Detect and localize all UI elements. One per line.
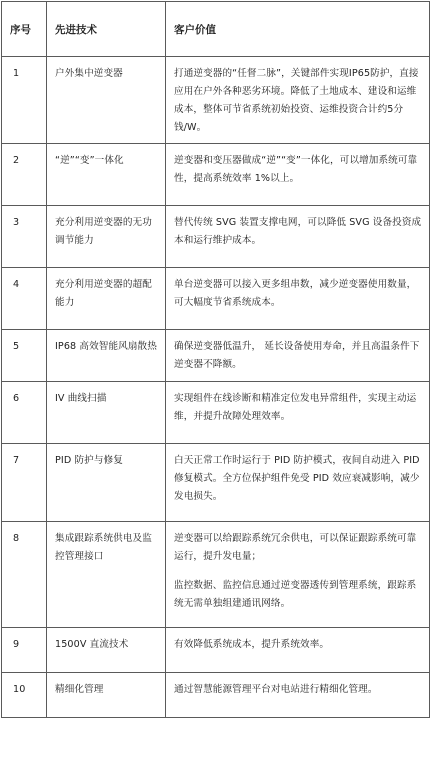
table-row: [2, 444, 430, 522]
row-value: [166, 522, 429, 619]
row-value-cell: [166, 522, 430, 628]
row-value-cell: [166, 206, 430, 268]
row-value-paragraph: 逆变器和变压器做成“逆”“变”一体化，可以增加系统可靠性，提高系统效率 1%以上。: [174, 155, 418, 184]
row-technology: 充分利用逆变器的超配能力: [55, 279, 152, 308]
row-value: [166, 57, 429, 143]
row-serial-cell: [2, 330, 47, 382]
header-technology-label: 先进技术: [55, 23, 97, 36]
table-row: [2, 268, 430, 330]
row-serial: 8: [13, 533, 20, 544]
row-technology: IV 曲线扫描: [55, 393, 107, 404]
row-technology-cell: [47, 57, 166, 144]
row-serial-cell: [2, 206, 47, 268]
table-row: [2, 522, 430, 628]
row-technology: 户外集中逆变器: [55, 68, 123, 79]
technology-value-table: [1, 1, 430, 718]
header-technology: [47, 2, 166, 57]
row-technology: 集成跟踪系统供电及监控管理接口: [55, 533, 152, 562]
header-serial: [2, 2, 47, 57]
row-value-paragraph: 有效降低系统成本，提升系统效率。: [174, 639, 330, 650]
row-technology: PID 防护与修复: [55, 455, 123, 466]
table-row: [2, 628, 430, 673]
row-value-paragraph: 打通逆变器的“任督二脉”，关键部件实现IP65防护，直接应用在户外各种恶劣环境。降低了土地成本、建设和运维成本，整体可节省系统初始投资、运维投资合计约5分钱/W。: [174, 68, 419, 133]
row-serial: 1: [13, 68, 20, 79]
row-technology: IP68 高效智能风扇散热: [55, 341, 157, 352]
row-value-paragraph: 白天正常工作时运行于 PID 防护模式，夜间自动进入 PID 修复模式。全方位保护组件免受 PID 效应衰减影响，减少发电损失。: [174, 455, 420, 502]
row-technology-cell: [47, 382, 166, 444]
row-value-cell: [166, 628, 430, 673]
row-value-cell: [166, 382, 430, 444]
row-value-cell: [166, 57, 430, 144]
table-row: [2, 673, 430, 718]
table-row: [2, 382, 430, 444]
row-technology: 精细化管理: [55, 684, 104, 695]
row-technology: 充分利用逆变器的无功调节能力: [55, 217, 152, 246]
row-technology-cell: [47, 144, 166, 206]
row-serial: 2: [13, 155, 20, 166]
table-row: [2, 144, 430, 206]
row-value-paragraph: 监控数据、监控信息通过逆变器透传到管理系统，跟踪系统无需单独组建通讯网络。: [174, 580, 417, 609]
row-serial: 7: [13, 455, 20, 466]
row-serial: 3: [13, 217, 20, 228]
row-serial-cell: [2, 382, 47, 444]
row-value: [166, 444, 429, 512]
table-row: [2, 330, 430, 382]
row-value-cell: [166, 268, 430, 330]
row-value: [166, 673, 429, 705]
row-serial: 6: [13, 393, 20, 404]
row-technology-cell: [47, 206, 166, 268]
row-technology-cell: [47, 268, 166, 330]
row-value: [166, 330, 429, 380]
row-value: [166, 144, 429, 194]
row-value-paragraph: 逆变器可以给跟踪系统冗余供电，可以保证跟踪系统可靠运行，提升发电量；: [174, 533, 417, 562]
row-technology-cell: [47, 628, 166, 673]
row-technology-cell: [47, 330, 166, 382]
row-serial-cell: [2, 673, 47, 718]
row-value-paragraph: 替代传统 SVG 装置支撑电网，可以降低 SVG 设备投资成本和运行维护成本。: [174, 217, 422, 246]
row-serial-cell: [2, 144, 47, 206]
row-serial-cell: [2, 444, 47, 522]
row-value: [166, 206, 429, 256]
comparison-table-container: [1, 1, 431, 772]
row-serial: 9: [13, 639, 20, 650]
row-serial-cell: [2, 268, 47, 330]
header-serial-label: 序号: [10, 23, 31, 36]
row-value-cell: [166, 673, 430, 718]
row-value-paragraph: 通过智慧能源管理平台对电站进行精细化管理。: [174, 684, 378, 695]
row-serial-cell: [2, 522, 47, 628]
row-value-cell: [166, 444, 430, 522]
row-serial-cell: [2, 57, 47, 144]
row-technology-cell: [47, 444, 166, 522]
table-header-row: [2, 2, 430, 57]
row-value: [166, 628, 429, 660]
row-value-cell: [166, 330, 430, 382]
row-value-paragraph: 实现组件在线诊断和精准定位发电异常组件，实现主动运维，并提升故障处理效率。: [174, 393, 417, 422]
row-technology-cell: [47, 673, 166, 718]
row-value: [166, 268, 429, 318]
row-technology: 1500V 直流技术: [55, 639, 129, 650]
row-value: [166, 382, 429, 432]
row-technology-cell: [47, 522, 166, 628]
row-value-paragraph: 确保逆变器低温升， 延长设备使用寿命，并且高温条件下逆变器不降额。: [174, 341, 420, 370]
table-row: [2, 57, 430, 144]
row-value-cell: [166, 144, 430, 206]
row-serial-cell: [2, 628, 47, 673]
table-row: [2, 206, 430, 268]
header-customer-value-label: 客户价值: [174, 23, 216, 36]
row-serial: 4: [13, 279, 20, 290]
row-serial: 10: [13, 684, 26, 695]
row-serial: 5: [13, 341, 20, 352]
row-value-paragraph: 单台逆变器可以接入更多组串数，减少逆变器使用数量，可大幅度节省系统成本。: [174, 279, 417, 308]
header-customer-value: [166, 2, 430, 57]
row-technology: “逆”“变”一体化: [55, 155, 124, 166]
